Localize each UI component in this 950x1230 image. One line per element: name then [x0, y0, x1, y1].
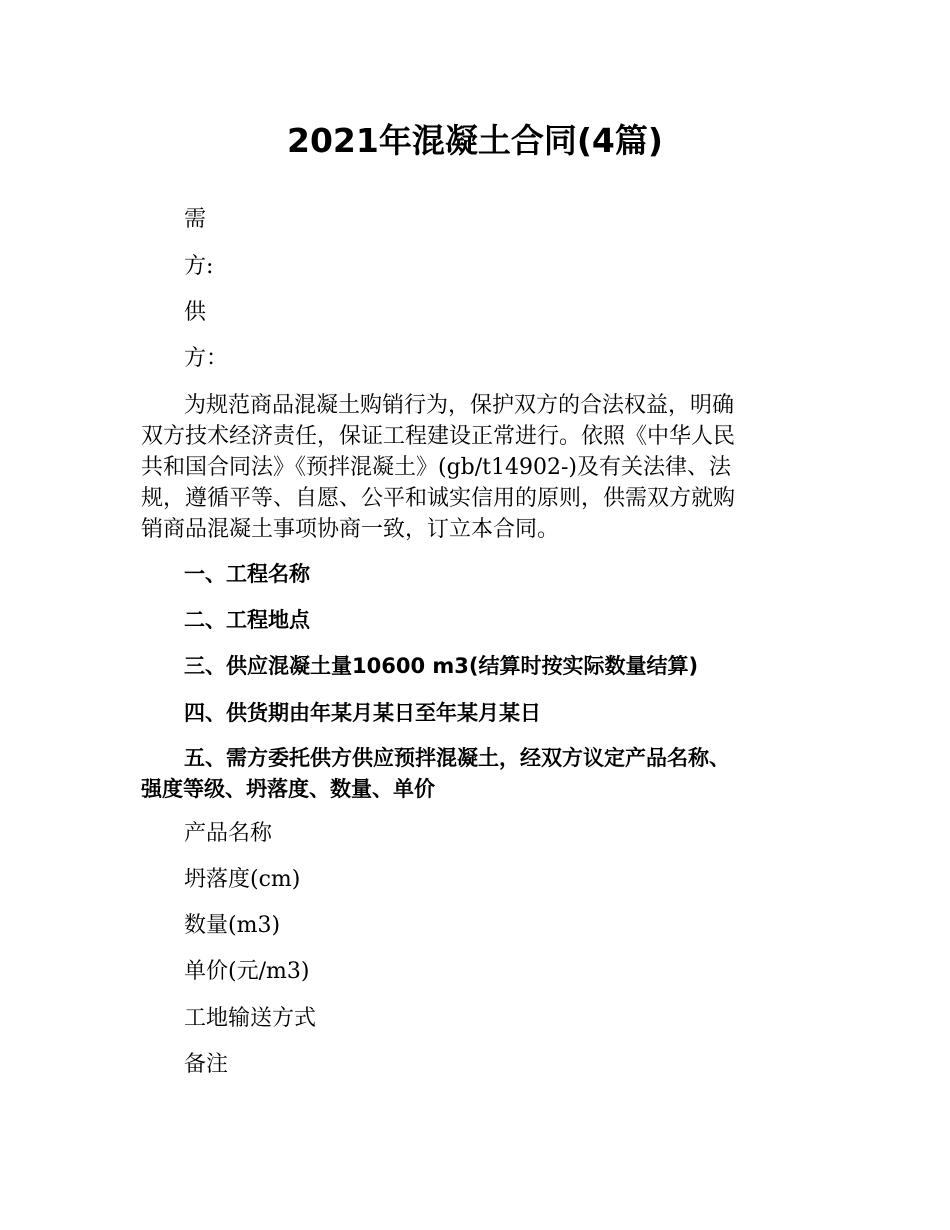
intro-line: 销商品混凝土事项协商一致，订立本合同。 — [141, 517, 560, 542]
party-supply-colon: 方： — [184, 346, 229, 371]
intro-line: 共和国合同法》《预拌混凝土》(gb/t14902-)及有关法律、法 — [141, 455, 732, 480]
field-delivery-method: 工地输送方式 — [184, 1006, 317, 1031]
section-5-line: 五、需方委托供方供应预拌混凝土，经双方议定产品名称、 — [184, 746, 730, 770]
intro-line: 双方技术经济责任，保证工程建设正常进行。依照《中华人民 — [141, 424, 736, 449]
intro-line: 为规范商品混凝土购销行为，保护双方的合法权益，明确 — [184, 393, 735, 418]
section-heading-3: 三、供应混凝土量10600 m3(结算时按实际数量结算) — [184, 654, 699, 678]
intro-paragraph — [141, 390, 821, 545]
party-demand-label: 需 — [184, 207, 207, 232]
intro-line: 规，遵循平等、自愿、公平和诚实信用的原则，供需双方就购 — [141, 486, 736, 511]
party-supply-label: 供 — [184, 300, 207, 325]
section-heading-5 — [141, 743, 821, 805]
section-heading-1: 一、工程名称 — [184, 562, 310, 586]
document-title: 2021年混凝土合同(4篇) — [287, 121, 663, 160]
party-demand-colon: 方: — [184, 254, 214, 279]
field-slump: 坍落度(cm) — [184, 867, 301, 892]
field-unit-price: 单价(元/m3) — [184, 959, 310, 984]
field-quantity: 数量(m3) — [184, 913, 281, 938]
field-product-name: 产品名称 — [184, 821, 273, 846]
section-heading-4: 四、供货期由年某月某日至年某月某日 — [184, 701, 541, 725]
section-heading-2: 二、工程地点 — [184, 608, 310, 632]
section-5-line: 强度等级、坍落度、数量、单价 — [141, 777, 435, 801]
field-remarks: 备注 — [184, 1052, 229, 1077]
